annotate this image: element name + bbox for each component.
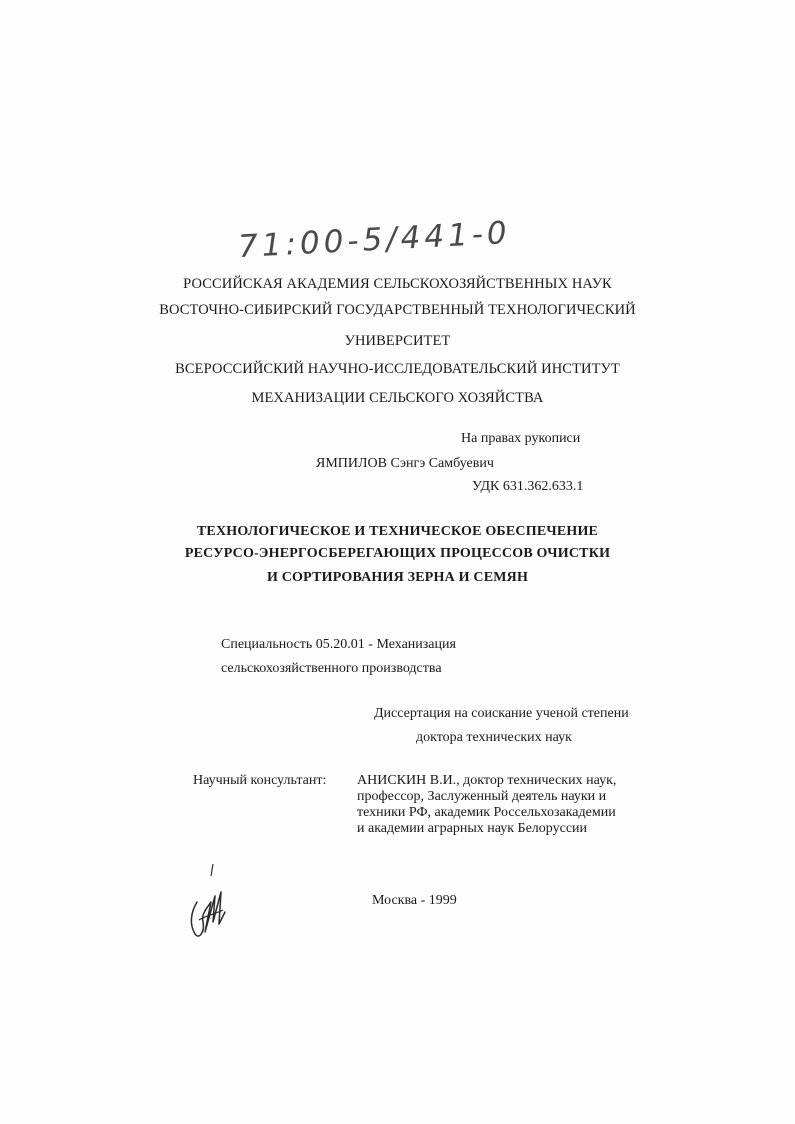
handwritten-catalog-number: 71:00-5/441-0 [237, 214, 512, 266]
org-line-3: УНИВЕРСИТЕТ [344, 333, 451, 349]
thesis-title-line-1: ТЕХНОЛОГИЧЕСКОЕ И ТЕХНИЧЕСКОЕ ОБЕСПЕЧЕНИЕ [196, 524, 599, 539]
consultant-label: Научный консультант: [193, 773, 327, 788]
org-line-2: ВОСТОЧНО-СИБИРСКИЙ ГОСУДАРСТВЕННЫЙ ТЕХНОЛОГИЧЕСКИЙ [159, 302, 636, 318]
dissertation-line-2: доктора технических наук [416, 730, 572, 745]
dissertation-line-1: Диссертация на соискание ученой степени [374, 706, 629, 721]
thesis-title-line-2: РЕСУРСО-ЭНЕРГОСБЕРЕГАЮЩИХ ПРОЦЕССОВ ОЧИСТКИ [184, 546, 611, 561]
org-line-4: ВСЕРОССИЙСКИЙ НАУЧНО-ИССЛЕДОВАТЕЛЬСКИЙ ИНСТИТУТ [175, 361, 620, 377]
signature-mark [185, 862, 235, 942]
org-line-1: РОССИЙСКАЯ АКАДЕМИЯ СЕЛЬСКОХОЗЯЙСТВЕННЫХ НАУК [183, 276, 612, 292]
thesis-title-line-3: И СОРТИРОВАНИЯ ЗЕРНА И СЕМЯН [266, 570, 529, 585]
consultant-details [357, 773, 616, 837]
place-and-year: Москва - 1999 [372, 893, 457, 908]
org-line-5: МЕХАНИЗАЦИИ СЕЛЬСКОГО ХОЗЯЙСТВА [251, 390, 544, 406]
consultant-line-1: АНИСКИН В.И., доктор технических наук, [357, 773, 617, 788]
manuscript-rights: На правах рукописи [461, 431, 581, 446]
consultant-line-3: техники РФ, академик Россельхозакадемии [357, 805, 616, 820]
consultant-line-2: профессор, Заслуженный деятель науки и [357, 789, 607, 804]
specialty-line-2: сельскохозяйственного производства [221, 661, 442, 676]
udc-code: УДК 631.362.633.1 [472, 479, 584, 494]
specialty-line-1: Специальность 05.20.01 - Механизация [221, 637, 456, 652]
author-name: ЯМПИЛОВ Сэнгэ Самбуевич [316, 456, 494, 471]
consultant-line-4: и академии аграрных наук Белоруссии [357, 821, 588, 836]
